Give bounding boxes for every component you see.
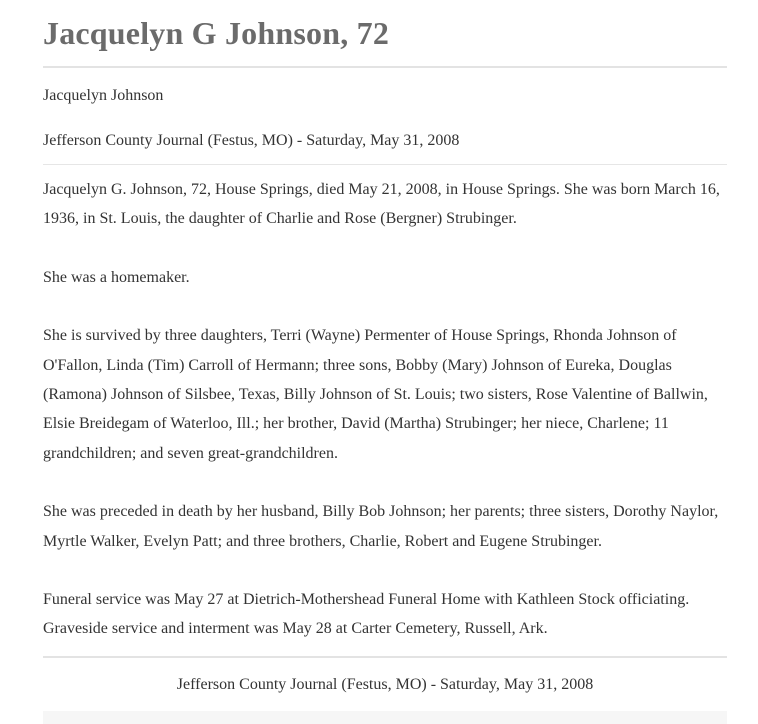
page-title: Jacquelyn G Johnson, 72 [43, 15, 390, 51]
source-citation-bottom: Jefferson County Journal (Festus, MO) - Saturday, May 31, 2008 [176, 675, 594, 693]
title-divider [43, 66, 727, 68]
paragraph-services: Funeral service was May 27 at Dietrich-Mothershead Funeral Home with Kathleen Stock officiating. Graveside service and interment was May 28 at Carter Cemetery, Russell, Ark. [43, 591, 690, 638]
header-divider [43, 164, 727, 165]
deceased-name: Jacquelyn Johnson [43, 87, 164, 104]
paragraph-occupation: She was a homemaker. [43, 268, 190, 286]
footer-divider [43, 656, 727, 658]
paragraph-preceded: She was preceded in death by her husband, Billy Bob Johnson; her parents; three sisters, Dorothy Naylor, Myrtle Walker, Evelyn Patt; and three brothers, Charlie, Robert and Eugene Strubinger. [43, 503, 719, 550]
obituary-body [43, 175, 727, 644]
source-citation-top: Jefferson County Journal (Festus, MO) - Saturday, May 31, 2008 [43, 132, 460, 149]
paragraph-survivors: She is survived by three daughters, Terri (Wayne) Permenter of House Springs, Rhonda Johnson of O'Fallon, Linda (Tim) Carroll of Hermann; three sons, Bobby (Mary) Johnson of Eureka, Douglas (Ramona) Johnson of Silsbee, Texas, Billy Johnson of St. Louis; two sisters, Rose Valentine of Ballwin, Elsie Breidegam of Waterloo, Ill.; her brother, David (Martha) Strubinger; her niece, Charlene; 11 grandchildren; and seven great-grandchildren. [43, 327, 708, 462]
obituary-article [43, 0, 727, 695]
footer-bar [43, 711, 727, 724]
paragraph-birth: Jacquelyn G. Johnson, 72, House Springs, died May 21, 2008, in House Springs. She was born March 16, 1936, in St. Louis, the daughter of Charlie and Rose (Bergner) Strubinger. [43, 181, 720, 228]
